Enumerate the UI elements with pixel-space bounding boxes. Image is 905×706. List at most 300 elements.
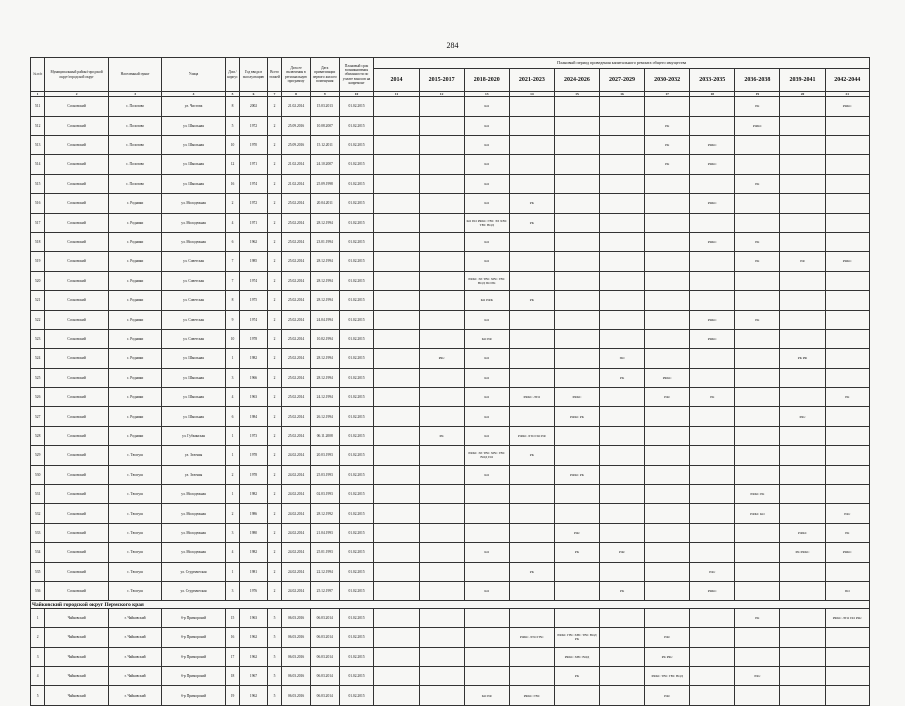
- cell-no: 523: [31, 329, 45, 348]
- cell-yr: 1962: [240, 628, 268, 647]
- table-row: [31, 608, 870, 627]
- cell-period: [419, 368, 464, 387]
- cell-mun: Сосновский: [45, 426, 109, 445]
- cell-str: ул. Зеленая: [162, 446, 226, 465]
- cell-str: б-р Приморский: [162, 628, 226, 647]
- cell-period: [735, 446, 780, 465]
- cell-period: [464, 608, 509, 627]
- period-header: 2024-2026: [554, 69, 599, 92]
- cell-period: [735, 213, 780, 232]
- cell-period: [419, 271, 464, 290]
- cell-fl: 2: [267, 426, 281, 445]
- cell-set: г. Чайковский: [108, 608, 161, 627]
- table-row: [31, 628, 870, 647]
- cell-set: с. Родники: [108, 407, 161, 426]
- cell-d2: 28.12.1994: [310, 213, 339, 232]
- cell-d2: 28.12.1994: [310, 252, 339, 271]
- cell-period: [735, 349, 780, 368]
- cell-period: [645, 194, 690, 213]
- cell-period: РК: [735, 97, 780, 116]
- cell-no: 516: [31, 194, 45, 213]
- cell-set: с. Родники: [108, 252, 161, 271]
- cell-period: [374, 232, 419, 251]
- cell-period: [509, 252, 554, 271]
- cell-mun: Сосновский: [45, 504, 109, 523]
- cell-period: [735, 647, 780, 666]
- cell-no: 2: [31, 628, 45, 647]
- cell-d2: 20.04.2011: [310, 194, 339, 213]
- cell-period: [419, 608, 464, 627]
- cell-period: РК: [645, 116, 690, 135]
- cell-period: РФКС ЛТО ГВС: [509, 628, 554, 647]
- cell-period: [374, 485, 419, 504]
- cell-fl: 2: [267, 97, 281, 116]
- cell-yr: 1982: [240, 543, 268, 562]
- cell-d3: 01.02.2015: [339, 194, 374, 213]
- cell-set: с. Родники: [108, 232, 161, 251]
- cell-period: [600, 329, 645, 348]
- cell-period: [554, 116, 599, 135]
- cell-d2: 06.03.2014: [310, 686, 339, 705]
- cell-str: ул. Молодежная: [162, 523, 226, 542]
- table-row: [31, 686, 870, 705]
- cell-period: РК: [600, 368, 645, 387]
- column-number: 5: [225, 92, 239, 97]
- cell-period: [554, 446, 599, 465]
- cell-period: РФКС: [690, 310, 735, 329]
- cell-period: [419, 232, 464, 251]
- period-header: 2033-2035: [690, 69, 735, 92]
- cell-period: КО: [464, 407, 509, 426]
- cell-period: [825, 174, 869, 193]
- cell-period: [600, 523, 645, 542]
- cell-d1: 24.02.2014: [282, 446, 311, 465]
- cell-period: [374, 252, 419, 271]
- cell-d3: 01.02.2015: [339, 213, 374, 232]
- cell-period: [645, 407, 690, 426]
- cell-period: [600, 310, 645, 329]
- cell-period: [780, 608, 825, 627]
- cell-period: РК: [509, 194, 554, 213]
- col-header-year: Год ввода в эксплуатацию: [240, 58, 268, 92]
- cell-h: 18: [225, 667, 239, 686]
- cell-period: [825, 135, 869, 154]
- cell-period: [690, 523, 735, 542]
- cell-period: КО РФ: [464, 686, 509, 705]
- cell-no: 528: [31, 426, 45, 445]
- cell-period: КО: [464, 426, 509, 445]
- cell-d3: 01.02.2015: [339, 155, 374, 174]
- table-row: [31, 213, 870, 232]
- cell-mun: Сосновский: [45, 310, 109, 329]
- cell-d3: 01.02.2015: [339, 446, 374, 465]
- cell-mun: Сосновский: [45, 329, 109, 348]
- cell-yr: 1966: [240, 368, 268, 387]
- cell-str: ул. Советская: [162, 291, 226, 310]
- cell-d1: 25.02.2014: [282, 252, 311, 271]
- cell-d2: 06.03.2014: [310, 647, 339, 666]
- cell-period: [464, 667, 509, 686]
- cell-no: 5: [31, 686, 45, 705]
- cell-h: 16: [225, 174, 239, 193]
- cell-mun: Сосновский: [45, 485, 109, 504]
- cell-yr: 1962: [240, 686, 268, 705]
- cell-yr: 1974: [240, 174, 268, 193]
- cell-period: [600, 213, 645, 232]
- cell-str: ул. Советская: [162, 252, 226, 271]
- cell-fl: 2: [267, 232, 281, 251]
- cell-d2: 25.03.1993: [310, 465, 339, 484]
- cell-fl: 2: [267, 446, 281, 465]
- cell-yr: 1962: [240, 232, 268, 251]
- cell-h: 3: [225, 523, 239, 542]
- column-number: 2: [45, 92, 109, 97]
- cell-period: [780, 155, 825, 174]
- cell-period: РФКС: [825, 543, 869, 562]
- cell-period: [554, 686, 599, 705]
- cell-period: [825, 465, 869, 484]
- cell-period: [780, 329, 825, 348]
- table-row: [31, 388, 870, 407]
- cell-mun: Сосновский: [45, 135, 109, 154]
- cell-period: [509, 349, 554, 368]
- cell-period: [735, 543, 780, 562]
- cell-d3: 01.02.2015: [339, 407, 374, 426]
- cell-period: [780, 291, 825, 310]
- cell-period: [374, 155, 419, 174]
- cell-period: [600, 232, 645, 251]
- cell-fl: 2: [267, 465, 281, 484]
- period-header: 2015-2017: [419, 69, 464, 92]
- cell-period: РК РФКС: [780, 543, 825, 562]
- cell-period: [780, 310, 825, 329]
- cell-d2: 23.01.1994: [310, 232, 339, 251]
- cell-period: [419, 116, 464, 135]
- cell-d1: 06.03.2016: [282, 686, 311, 705]
- cell-mun: Сосновский: [45, 388, 109, 407]
- table-row: [31, 271, 870, 290]
- cell-d3: 01.02.2015: [339, 388, 374, 407]
- column-number: 9: [310, 92, 339, 97]
- cell-mun: Сосновский: [45, 581, 109, 600]
- cell-period: РК: [509, 562, 554, 581]
- cell-period: [419, 174, 464, 193]
- cell-fl: 2: [267, 194, 281, 213]
- cell-set: с. Родники: [108, 349, 161, 368]
- cell-no: 513: [31, 135, 45, 154]
- cell-period: [690, 407, 735, 426]
- cell-period: РФКС: [554, 388, 599, 407]
- cell-str: ул. Школьная: [162, 407, 226, 426]
- cell-set: с. Тюлгуш: [108, 543, 161, 562]
- cell-period: [374, 407, 419, 426]
- cell-d1: 21.02.2014: [282, 174, 311, 193]
- cell-d3: 01.02.2015: [339, 543, 374, 562]
- cell-period: [600, 271, 645, 290]
- cell-period: РФс: [600, 543, 645, 562]
- cell-d2: 24.12.1994: [310, 388, 339, 407]
- cell-period: [825, 426, 869, 445]
- cell-no: 532: [31, 504, 45, 523]
- cell-d1: 25.02.2014: [282, 194, 311, 213]
- cell-period: [825, 232, 869, 251]
- cell-h: 6: [225, 232, 239, 251]
- cell-d3: 01.02.2015: [339, 562, 374, 581]
- table-row: [31, 174, 870, 193]
- cell-yr: 1978: [240, 446, 268, 465]
- col-header-house: Дом / корпус: [225, 58, 239, 92]
- cell-period: [554, 252, 599, 271]
- cell-str: ул. Школьная: [162, 116, 226, 135]
- cell-period: РФКС РК: [554, 465, 599, 484]
- cell-period: ПО: [600, 349, 645, 368]
- cell-period: [419, 504, 464, 523]
- cell-d3: 01.02.2015: [339, 271, 374, 290]
- cell-no: 4: [31, 667, 45, 686]
- period-header: 2021-2023: [509, 69, 554, 92]
- cell-h: 10: [225, 135, 239, 154]
- cell-str: ул. Школьная: [162, 368, 226, 387]
- cell-fl: 2: [267, 562, 281, 581]
- cell-mun: Сосновский: [45, 368, 109, 387]
- cell-d2: 25.01.1993: [310, 543, 339, 562]
- cell-fl: 2: [267, 368, 281, 387]
- cell-yr: 1984: [240, 407, 268, 426]
- cell-period: [825, 291, 869, 310]
- cell-set: с. Родники: [108, 213, 161, 232]
- table-row: [31, 329, 870, 348]
- cell-period: РФКС ЭЛ ТВС ХВС ГВС ВОД ПО РК: [464, 271, 509, 290]
- cell-mun: Сосновский: [45, 523, 109, 542]
- cell-mun: Сосновский: [45, 155, 109, 174]
- cell-no: 525: [31, 368, 45, 387]
- cell-period: [825, 407, 869, 426]
- cell-d1: 25.02.2014: [282, 329, 311, 348]
- cell-period: [735, 407, 780, 426]
- table-row: [31, 155, 870, 174]
- cell-set: с. Полозово: [108, 155, 161, 174]
- cell-period: [690, 291, 735, 310]
- cell-period: РФКС: [645, 368, 690, 387]
- cell-d3: 01.02.2015: [339, 135, 374, 154]
- cell-period: [735, 155, 780, 174]
- cell-period: [374, 213, 419, 232]
- cell-period: [600, 97, 645, 116]
- cell-d1: 25.02.2014: [282, 271, 311, 290]
- cell-d1: 25.02.2014: [282, 310, 311, 329]
- cell-set: с. Тюлгуш: [108, 446, 161, 465]
- cell-no: 519: [31, 252, 45, 271]
- cell-period: РФс: [554, 523, 599, 542]
- cell-h: 6: [225, 407, 239, 426]
- cell-period: КО: [464, 252, 509, 271]
- cell-fl: 2: [267, 252, 281, 271]
- cell-no: 515: [31, 174, 45, 193]
- cell-period: КО: [464, 174, 509, 193]
- cell-d1: 06.03.2016: [282, 667, 311, 686]
- cell-fl: 2: [267, 310, 281, 329]
- column-number: 21: [825, 92, 869, 97]
- cell-period: РФКС ГВС: [509, 686, 554, 705]
- cell-period: [554, 271, 599, 290]
- table-row: [31, 194, 870, 213]
- cell-h: 9: [225, 310, 239, 329]
- cell-period: [374, 291, 419, 310]
- cell-period: КО: [464, 349, 509, 368]
- table-row: [31, 368, 870, 387]
- cell-period: КО: [464, 310, 509, 329]
- cell-period: РФс: [645, 628, 690, 647]
- cell-mun: Чайковский: [45, 686, 109, 705]
- cell-period: [645, 543, 690, 562]
- cell-d2: 28.12.1994: [310, 368, 339, 387]
- cell-yr: 1981: [240, 562, 268, 581]
- cell-period: [645, 523, 690, 542]
- cell-period: [825, 667, 869, 686]
- cell-period: [374, 562, 419, 581]
- cell-yr: 1976: [240, 581, 268, 600]
- cell-d1: 25.02.2014: [282, 349, 311, 368]
- cell-str: ул. Школьная: [162, 349, 226, 368]
- cell-set: с. Полозово: [108, 135, 161, 154]
- table-row: [31, 485, 870, 504]
- cell-d3: 01.02.2015: [339, 97, 374, 116]
- table-row: [31, 562, 870, 581]
- cell-d3: 01.02.2015: [339, 310, 374, 329]
- cell-no: 3: [31, 647, 45, 666]
- cell-period: [419, 407, 464, 426]
- cell-period: [374, 194, 419, 213]
- cell-period: [690, 213, 735, 232]
- column-number: 14: [509, 92, 554, 97]
- cell-d1: 06.03.2016: [282, 608, 311, 627]
- cell-d2: 20.03.1993: [310, 446, 339, 465]
- cell-period: [464, 523, 509, 542]
- cell-mun: Сосновский: [45, 97, 109, 116]
- cell-yr: 1986: [240, 504, 268, 523]
- cell-d1: 21.02.2014: [282, 97, 311, 116]
- cell-period: [509, 581, 554, 600]
- cell-period: РФКС РК: [554, 407, 599, 426]
- cell-d2: 25.12.1997: [310, 581, 339, 600]
- cell-yr: 1962: [240, 647, 268, 666]
- cell-period: КО ПО РФКС ГВС ЭЛ ХВС ТВС ВОД: [464, 213, 509, 232]
- cell-period: РК: [509, 213, 554, 232]
- cell-fl: 2: [267, 271, 281, 290]
- cell-period: РФКС: [690, 329, 735, 348]
- cell-period: [780, 97, 825, 116]
- cell-period: РФКС ЛТО ПО РФс: [825, 608, 869, 627]
- cell-period: РК: [419, 426, 464, 445]
- cell-d2: 24.10.2007: [310, 155, 339, 174]
- cell-yr: 1963: [240, 388, 268, 407]
- period-header: 2027-2029: [600, 69, 645, 92]
- cell-d2: 15.03.2013: [310, 97, 339, 116]
- cell-h: 4: [225, 543, 239, 562]
- cell-d1: 25.02.2014: [282, 388, 311, 407]
- col-header-floors: Всего этажей: [267, 58, 281, 92]
- cell-period: [600, 116, 645, 135]
- table-row: [31, 446, 870, 465]
- cell-str: б-р Приморский: [162, 686, 226, 705]
- cell-d2: 22.12.1994: [310, 562, 339, 581]
- cell-period: [825, 628, 869, 647]
- column-number: 1: [31, 92, 45, 97]
- cell-period: [464, 562, 509, 581]
- cell-no: 535: [31, 562, 45, 581]
- cell-period: [735, 329, 780, 348]
- cell-period: КО: [464, 543, 509, 562]
- cell-period: [780, 485, 825, 504]
- cell-period: [554, 97, 599, 116]
- cell-period: [419, 667, 464, 686]
- cell-period: [464, 504, 509, 523]
- cell-period: [374, 608, 419, 627]
- cell-h: 10: [225, 329, 239, 348]
- cell-period: РФКС ТВС ГВС ВОД: [645, 667, 690, 686]
- col-header-street: Улица: [162, 58, 226, 92]
- cell-period: [374, 686, 419, 705]
- cell-d1: 25.02.2014: [282, 426, 311, 445]
- cell-d1: 06.03.2016: [282, 628, 311, 647]
- cell-period: [600, 155, 645, 174]
- cell-period: [374, 271, 419, 290]
- cell-no: 533: [31, 523, 45, 542]
- cell-period: [554, 174, 599, 193]
- cell-str: ул. Зеленая: [162, 465, 226, 484]
- cell-period: КО: [464, 135, 509, 154]
- cell-period: [554, 504, 599, 523]
- cell-d1: 24.02.2014: [282, 485, 311, 504]
- cell-d2: 21.04.1993: [310, 523, 339, 542]
- section-title: Чайковский городской округ Пермского края: [31, 601, 870, 609]
- cell-fl: 5: [267, 608, 281, 627]
- cell-fl: 2: [267, 174, 281, 193]
- cell-d1: 25.02.2014: [282, 407, 311, 426]
- period-header: 2014: [374, 69, 419, 92]
- cell-no: 521: [31, 291, 45, 310]
- table-row: [31, 349, 870, 368]
- col-header-date-included: Дата ее включения в региональную программу: [282, 58, 311, 92]
- cell-no: 534: [31, 543, 45, 562]
- table-row: [31, 252, 870, 271]
- cell-str: ул. Губкинская: [162, 426, 226, 445]
- cell-period: [735, 194, 780, 213]
- cell-d3: 01.02.2015: [339, 628, 374, 647]
- column-number: 10: [339, 92, 374, 97]
- cell-fl: 2: [267, 349, 281, 368]
- cell-period: [780, 213, 825, 232]
- cell-d2: 24.04.1994: [310, 310, 339, 329]
- cell-str: ул. Школьная: [162, 135, 226, 154]
- cell-period: [419, 194, 464, 213]
- cell-fl: 5: [267, 647, 281, 666]
- cell-period: [374, 543, 419, 562]
- cell-period: РФс: [825, 504, 869, 523]
- cell-period: [825, 446, 869, 465]
- cell-fl: 2: [267, 388, 281, 407]
- cell-period: [509, 155, 554, 174]
- cell-period: КО: [464, 581, 509, 600]
- cell-period: РФКС: [690, 581, 735, 600]
- cell-period: [374, 647, 419, 666]
- cell-yr: 1972: [240, 116, 268, 135]
- cell-d2: 06.03.2014: [310, 667, 339, 686]
- column-number: 11: [374, 92, 419, 97]
- cell-h: 17: [225, 647, 239, 666]
- cell-period: [825, 485, 869, 504]
- cell-d3: 01.02.2015: [339, 349, 374, 368]
